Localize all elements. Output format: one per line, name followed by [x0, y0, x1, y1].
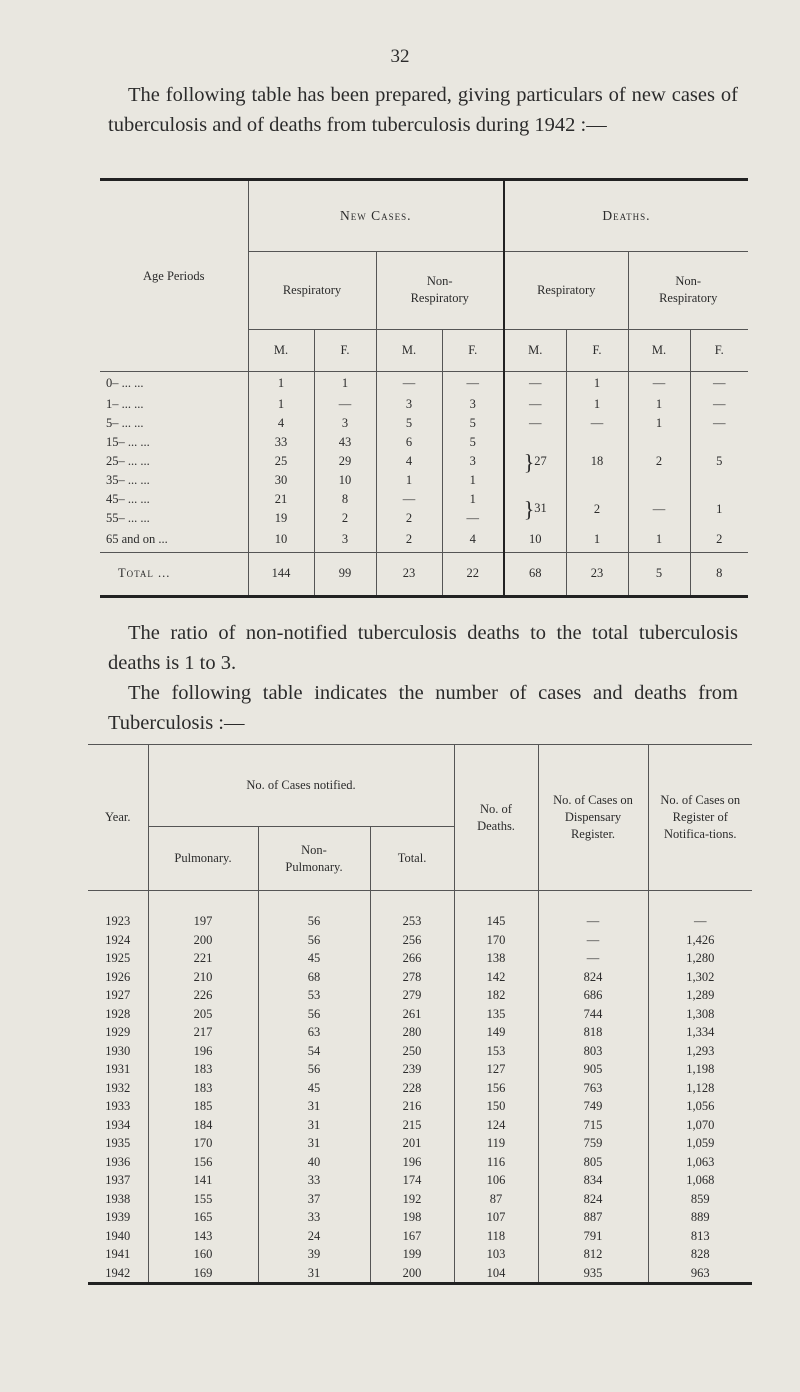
page-number: 32	[390, 46, 410, 67]
table-row: 65 and on ... 10 3 2 4 10 1 1 2	[100, 528, 748, 552]
table-row: 25– ... ... 25 29 4 3	[100, 452, 748, 471]
table-row: 1937 141 33 174 106 834 1,068	[88, 1171, 752, 1190]
table-row: 0– ... ... 1 1 — — — 1 — —	[100, 371, 748, 395]
pulmonary-header: Pulmonary.	[148, 827, 258, 891]
table-row: 1931 183 56 239 127 905 1,198	[88, 1060, 752, 1079]
table-row: 1934 184 31 215 124 715 1,070	[88, 1116, 752, 1135]
table-row: 1927 226 53 279 182 686 1,289	[88, 986, 752, 1005]
sex-f-header: F.	[566, 329, 628, 371]
table-row: 1926 210 68 278 142 824 1,302	[88, 968, 752, 987]
d-non-respiratory-header: Non-Respiratory	[628, 251, 748, 329]
table-row: 15– ... ... 33 43 6 5 }27 18 2 5	[100, 433, 748, 452]
group-45-55-d-rm: }31	[504, 490, 566, 528]
group-15-35-d-rm: }27	[504, 433, 566, 490]
age-periods-header: Age Periods	[143, 268, 205, 283]
table-row: 1942 169 31 200 104 935 963	[88, 1264, 752, 1284]
sex-m-header: M.	[248, 329, 314, 371]
dispensary-register-header: No. of Cases on Dispensary Register.	[538, 745, 648, 891]
table-row: 1928 205 56 261 135 744 1,308	[88, 1005, 752, 1024]
notifications-register-header: No. of Cases on Register of Notifica-tions.	[648, 745, 752, 891]
nc-non-respiratory-header: Non-Respiratory	[376, 251, 504, 329]
table-row: 1923 197 56 253 145 — —	[88, 891, 752, 931]
non-pulmonary-header: Non-Pulmonary.	[258, 827, 370, 891]
table-row: 1933 185 31 216 150 749 1,056	[88, 1097, 752, 1116]
total-header: Total.	[370, 827, 454, 891]
table-row: 1936 156 40 196 116 805 1,063	[88, 1153, 752, 1172]
d-respiratory-header: Respiratory	[504, 251, 628, 329]
new-cases-header: New Cases.	[248, 181, 504, 251]
table-row: 35– ... ... 30 10 1 1	[100, 471, 748, 490]
cases-deaths-by-year-table	[88, 744, 752, 1285]
table-row: 1939 165 33 198 107 887 889	[88, 1208, 752, 1227]
table-row: 55– ... ... 19 2 2 —	[100, 509, 748, 528]
intro-paragraph: The following table has been prepared, giving particulars of new cases of tuberculosis and of deaths from tuberculosis during 1942 :—	[108, 84, 738, 136]
table-row: 1935 170 31 201 119 759 1,059	[88, 1134, 752, 1153]
deaths-header: No. of Deaths.	[454, 745, 538, 891]
table-row: 1929 217 63 280 149 818 1,334	[88, 1023, 752, 1042]
sex-f-header: F.	[314, 329, 376, 371]
table-row: 1938 155 37 192 87 824 859	[88, 1190, 752, 1209]
sex-m-header: M.	[504, 329, 566, 371]
table-row: 45– ... ... 21 8 — 1 }31 2 — 1	[100, 490, 748, 509]
sex-f-header: F.	[690, 329, 748, 371]
total-row: Total ... 144 99 23 22 68 23 5 8	[100, 552, 748, 596]
deaths-header: Deaths.	[504, 181, 748, 251]
table-row: 1940 143 24 167 118 791 813	[88, 1227, 752, 1246]
ratio-paragraph: The ratio of non-notified tuberculosis deaths to the total tuberculosis deaths is 1 to 3.	[108, 622, 738, 674]
table-row: 1941 160 39 199 103 812 828	[88, 1245, 752, 1264]
table-row: 1932 183 45 228 156 763 1,128	[88, 1079, 752, 1098]
sex-m-header: M.	[628, 329, 690, 371]
table-row: 5– ... ... 4 3 5 5 — — 1 —	[100, 414, 748, 433]
year-header: Year.	[88, 745, 148, 891]
sex-f-header: F.	[442, 329, 504, 371]
nc-respiratory-header: Respiratory	[248, 251, 376, 329]
table-row: 1– ... ... 1 — 3 3 — 1 1 —	[100, 395, 748, 414]
sex-m-header: M.	[376, 329, 442, 371]
table-row: 1924 200 56 256 170 — 1,426	[88, 931, 752, 950]
new-cases-deaths-table	[100, 178, 748, 598]
cases-notified-header: No. of Cases notified.	[148, 745, 454, 827]
table-row: 1925 221 45 266 138 — 1,280	[88, 949, 752, 968]
table-row: 1930 196 54 250 153 803 1,293	[88, 1042, 752, 1061]
table2-intro: The following table indicates the number of cases and deaths from Tuberculosis :—	[108, 682, 738, 734]
